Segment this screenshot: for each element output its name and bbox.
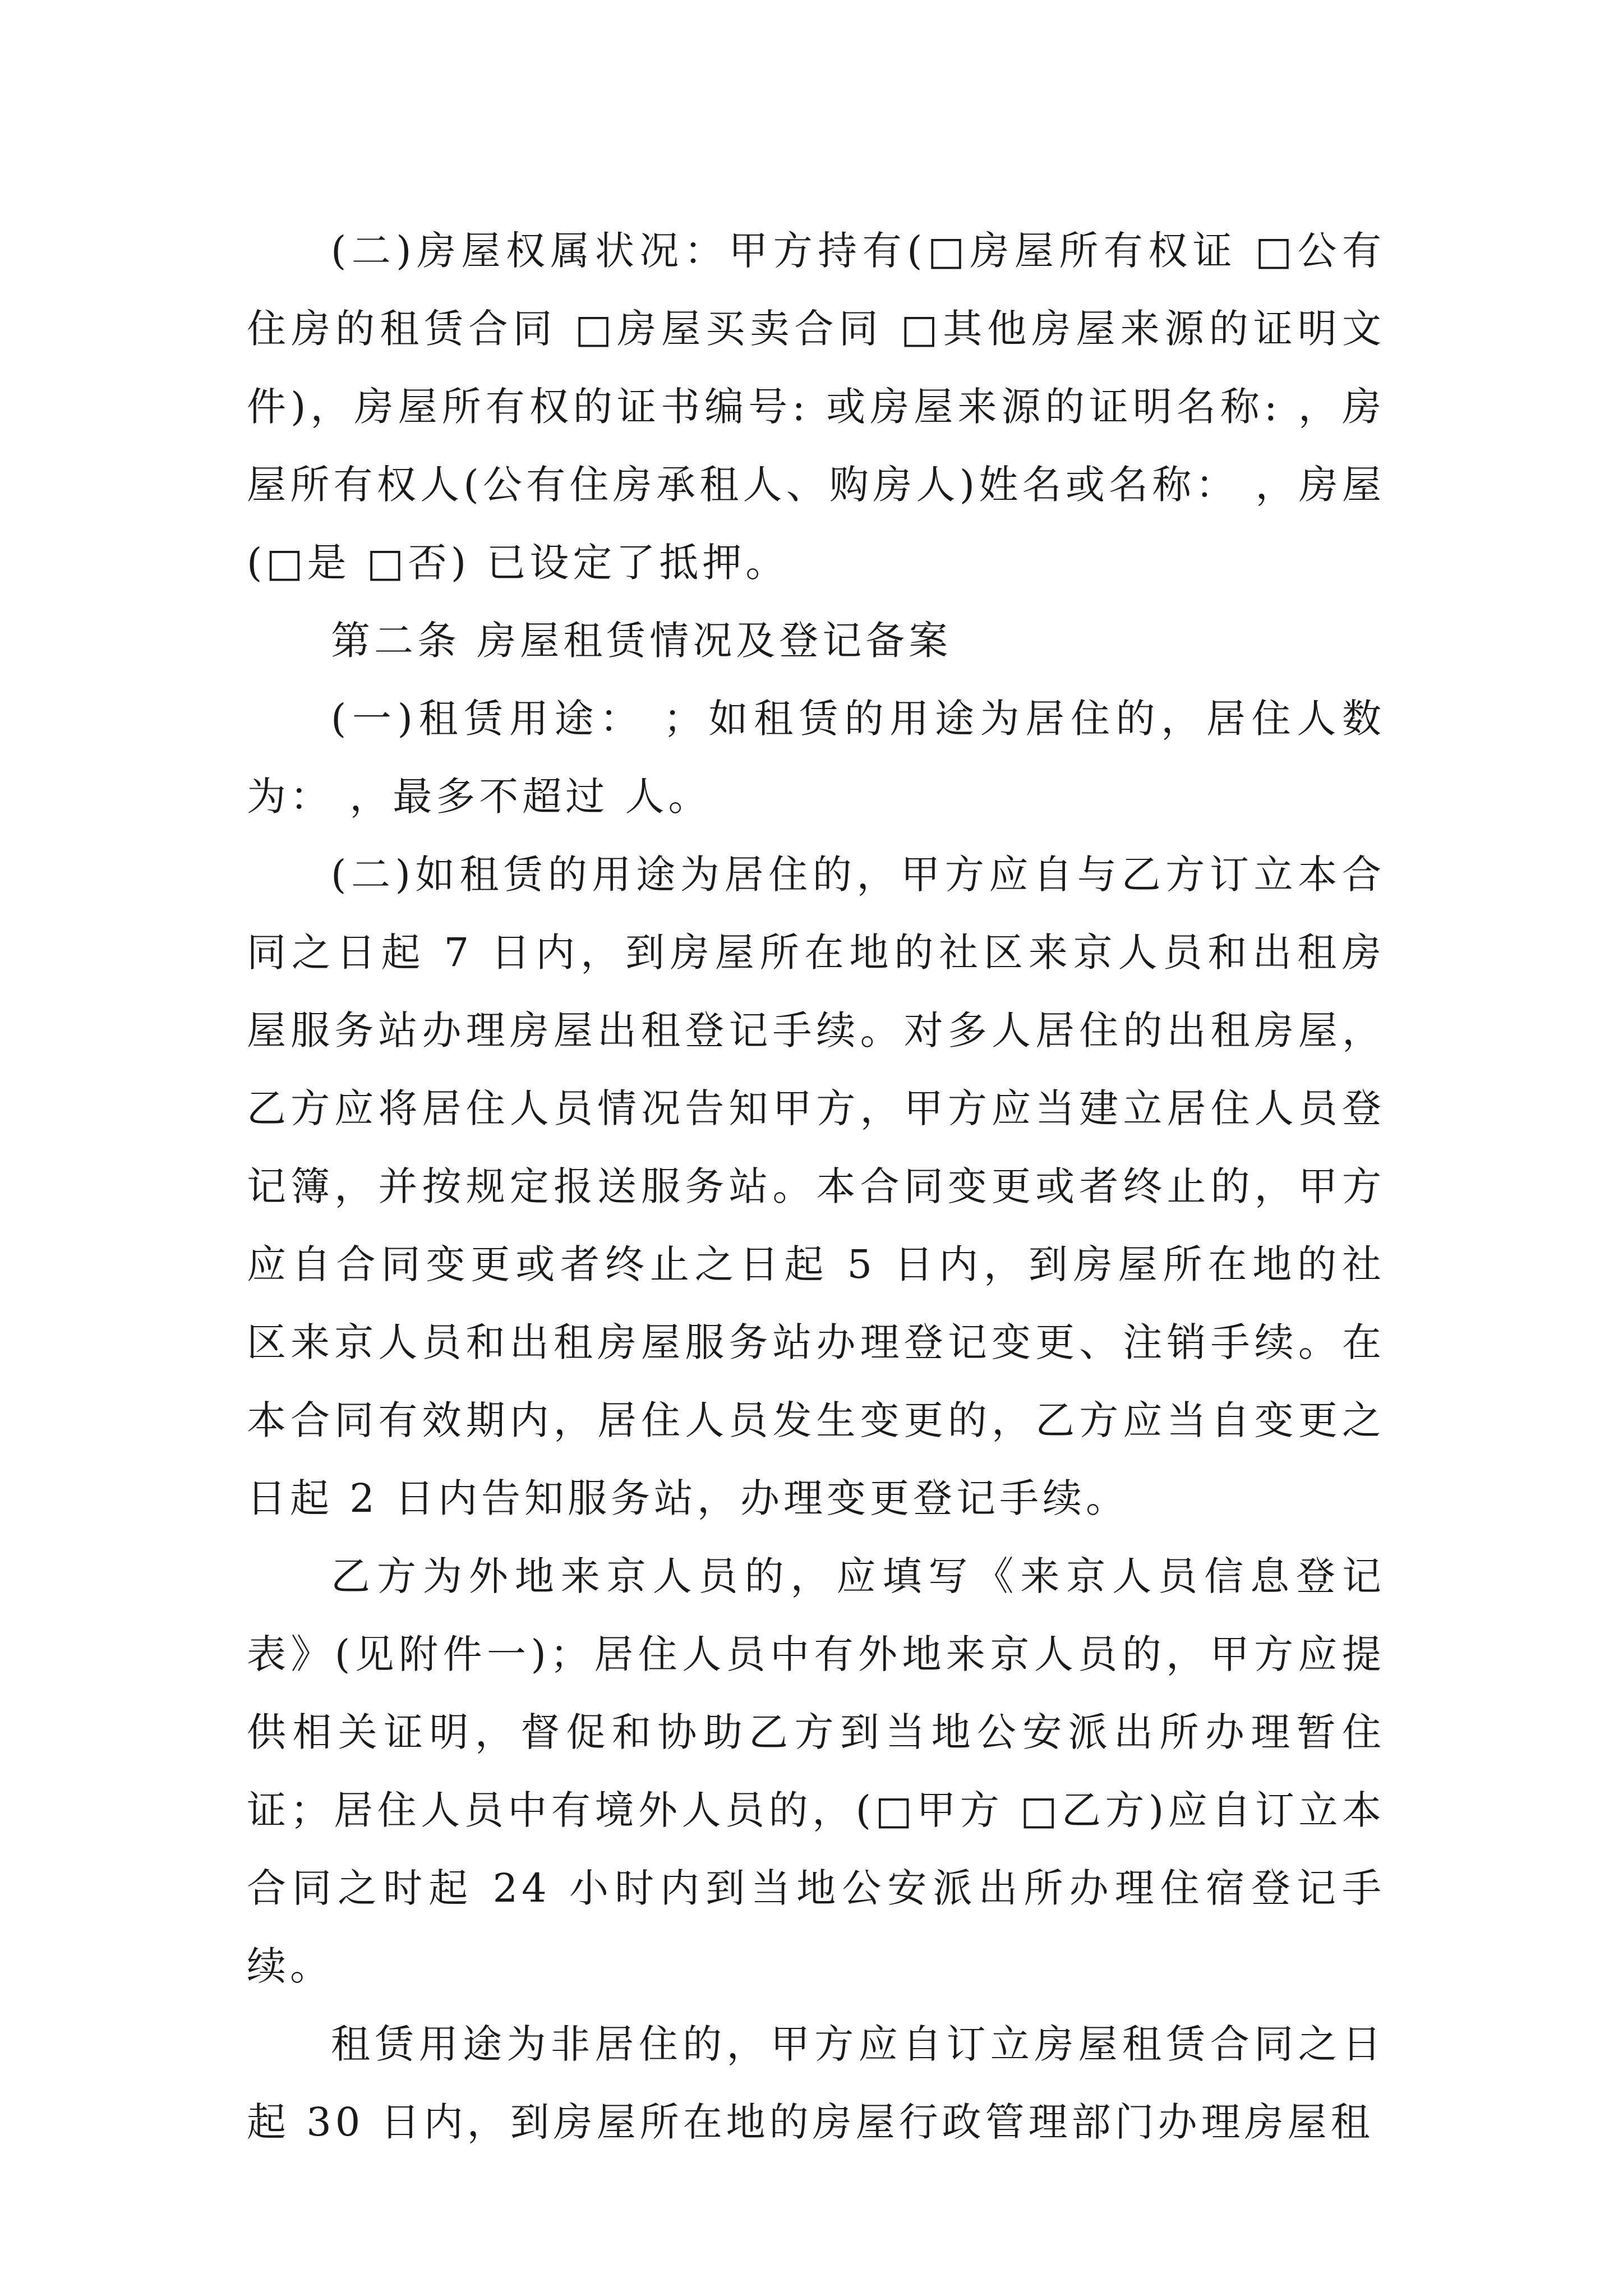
paragraph-rental-purpose: (一)租赁用途： ；如租赁的用途为居住的，居住人数为： ，最多不超过 人。 xyxy=(247,696,1385,820)
section-heading-article-2: 第二条 房屋租赁情况及登记备案 xyxy=(331,618,952,664)
paragraph-outside-personnel: 乙方为外地来京人员的，应填写《来京人员信息登记表》(见附件一)；居住人员中有外地来京人员的，甲方应提供相关证明，督促和协助乙方到当地公安派出所办理暂住证；居住人员中有境外人员的，(□甲方 □乙方)应自订立本合同之时起 24 小时内到当地公安派出所办理住宿登记手续。 xyxy=(247,1553,1385,1989)
paragraph-non-residential: 租赁用途为非居住的，甲方应自订立房屋租赁合同之日起 30 日内，到房屋所在地的房屋行政管理部门办理房屋租 xyxy=(247,2021,1385,2145)
paragraph-residential-registration: (二)如租赁的用途为居住的，甲方应自与乙方订立本合同之日起 7 日内，到房屋所在地的社区来京人员和出租房屋服务站办理房屋出租登记手续。对多人居住的出租房屋，乙方应将居住人员情况告知甲方，甲方应当建立居住人员登记簿，并按规定报送服务站。本合同变更或者终止的，甲方应自合同变更或者终止之日起 5 日内，到房屋所在地的社区来京人员和出租房屋服务站办理登记变更、注销手续。在本合同有效期内，居住人员发生变更的，乙方应当自变更之日起 2 日内告知服务站，办理变更登记手续。 xyxy=(247,852,1385,1521)
document-body xyxy=(247,212,1385,2161)
paragraph-property-ownership: (二)房屋权属状况：甲方持有(□房屋所有权证 □公有住房的租赁合同 □房屋买卖合同 □其他房屋来源的证明文件)，房屋所有权的证书编号: 或房屋来源的证明名称: ，房屋所有权人(公有住房承租人、购房人)姓名或名称： ，房屋(□是 □否) 已设定了抵押。 xyxy=(247,228,1385,586)
